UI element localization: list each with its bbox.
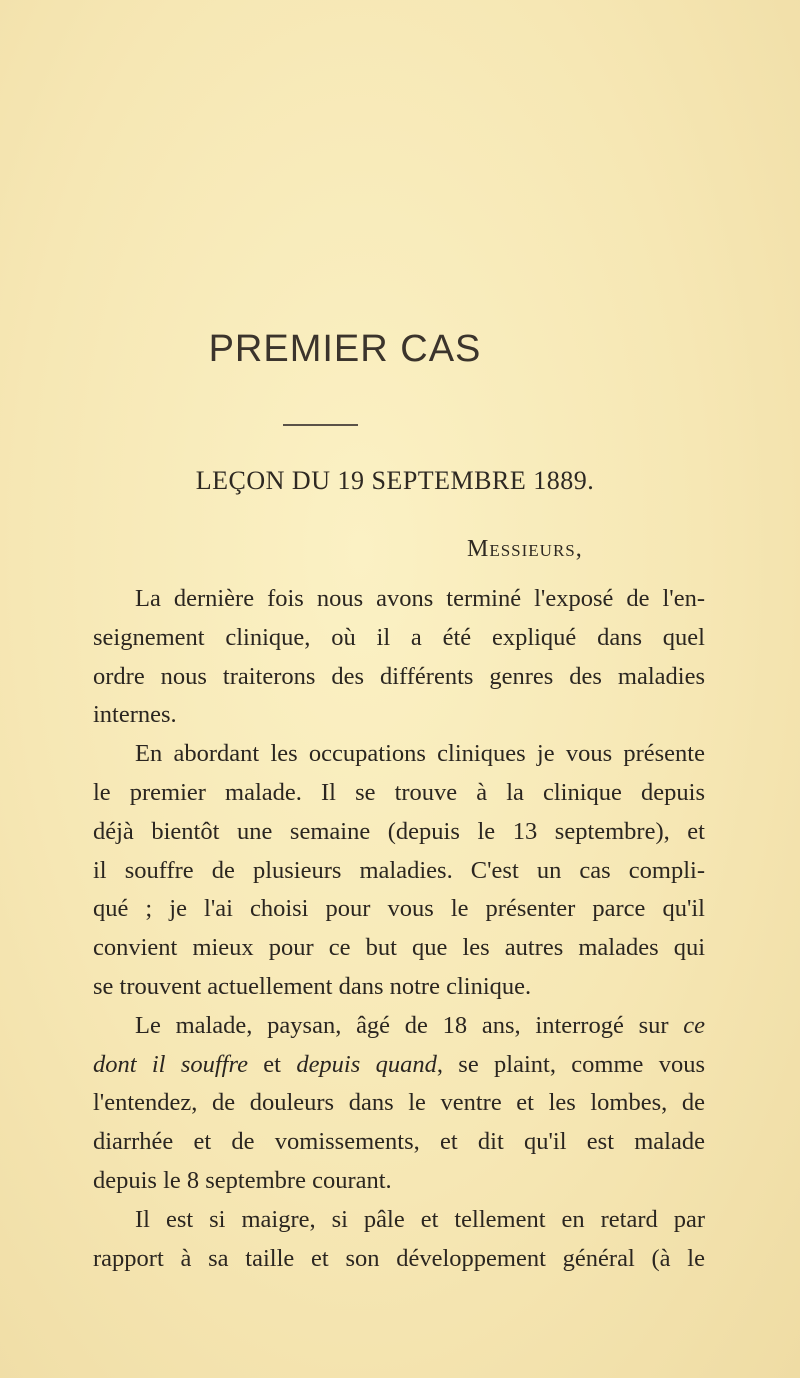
lesson-heading: LEÇON DU 19 SEPTEMBRE 1889. [195,466,595,495]
text-line: ordre nous traiterons des différents genres des maladies [93,662,705,690]
text-line: Il est si maigre, si pâle et tellement en retard par [135,1205,705,1233]
text-run: Le malade, paysan, âgé de 18 ans, interrogé sur [135,1011,669,1039]
text-line: rapport à sa taille et son développement général (à le [93,1244,705,1272]
text-run: et [263,1050,281,1078]
text-line: La dernière fois nous avons terminé l'exposé de l'en- [135,585,705,612]
text-line: déjà bientôt une semaine (depuis le 13 septembre), et [93,817,705,845]
chapter-title: PREMIER CAS [208,328,482,370]
italic-run: dont il souffre [93,1050,248,1078]
title-rule [283,424,358,426]
text-line: le premier malade. Il se trouve à la clinique depuis [93,778,705,806]
body-text [93,580,705,1278]
text-line: En abordant les occupations cliniques je vous présente [135,740,705,768]
text-line: depuis le 8 septembre courant. [93,1166,392,1194]
salutation: Messieurs, [467,536,583,562]
text-run: , se plaint, comme vous [436,1050,706,1078]
italic-run: ce [683,1011,705,1039]
text-line: diarrhée et de vomissements, et dit qu'il est malade [93,1128,705,1156]
text-line: seignement clinique, où il a été expliqué dans quel [93,623,705,651]
text-line [93,1046,705,1085]
text-line: il souffre de plusieurs maladies. C'est un cas compli- [93,856,705,884]
text-line [93,1007,705,1046]
text-line: qué ; je l'ai choisi pour vous le présenter parce qu'il [93,895,705,923]
text-line: internes. [93,701,177,729]
text-line: se trouvent actuellement dans notre clinique. [93,972,532,1000]
text-line: convient mieux pour ce but que les autres malades qui [93,934,705,962]
text-line: l'entendez, de douleurs dans le ventre et les lombes, de [93,1089,705,1117]
italic-run: depuis quand [296,1050,437,1078]
